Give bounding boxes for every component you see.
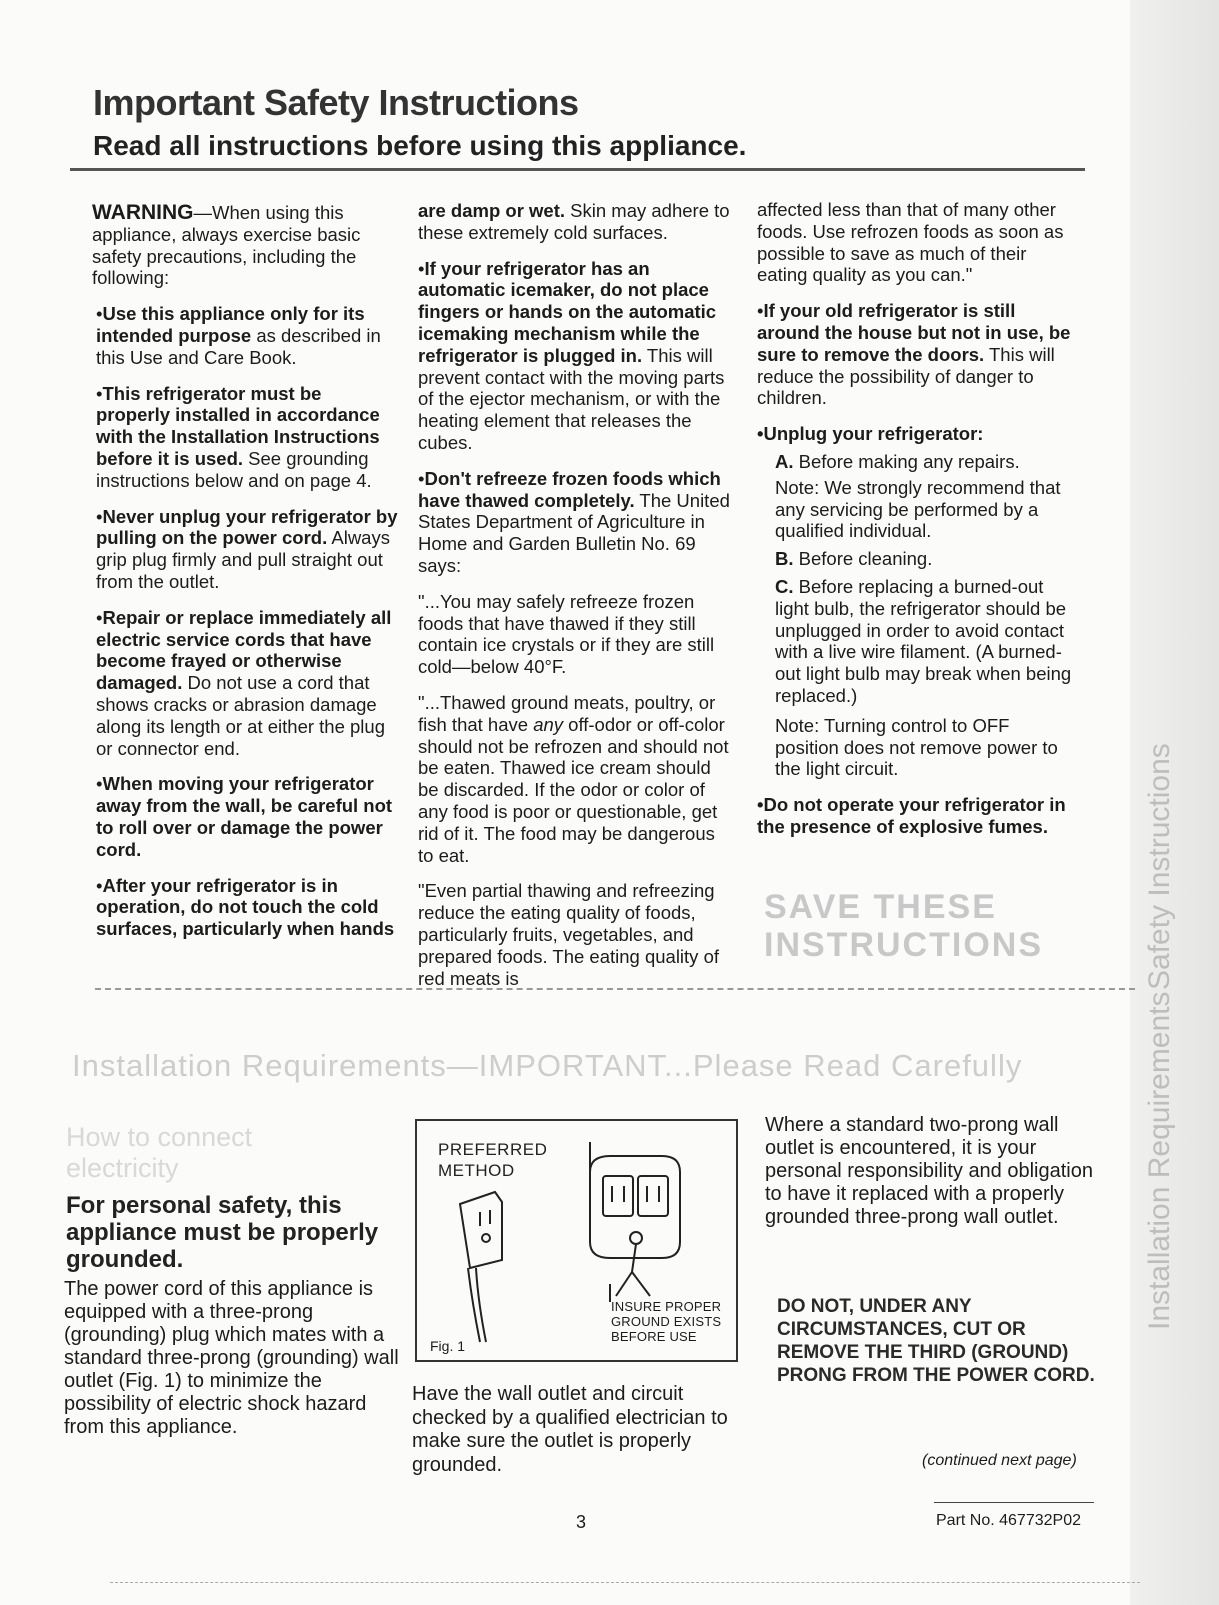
section-title: Installation Requirements—IMPORTANT...Please Read Carefully (72, 1048, 1023, 1083)
sub-item: C. Before replacing a burned-out light bulb, the refrigerator should be unplugged in order to avoid contact with a live wire filament. (A burned-out light bulb may break when being replaced.) (775, 575, 1072, 706)
continued-item: affected less than that of many other foods. Use refrozen foods as soon as possible to save as much of their eating quality as you can." (757, 199, 1064, 286)
continued-note: (continued next page) (922, 1452, 1077, 1469)
sub-item: A. Before making any repairs. (775, 450, 1020, 472)
footer-rule (934, 1502, 1094, 1503)
figure-note: INSURE PROPER GROUND EXISTS BEFORE USE (611, 1299, 722, 1344)
grounding-body: The power cord of this appliance is equipped with a three-prong (grounding) plug which mates with a standard three-prong (grounding) wall outlet (Fig. 1) to minimize the possibility of electric shock hazard from this appliance. (64, 1278, 399, 1438)
list-item: • Unplug your refrigerator: (757, 423, 1077, 445)
side-tab-safety-label: Safety Instructions (1143, 743, 1176, 990)
list-item: • Never unplug your refrigerator by pulling on the power cord. Always grip plug firmly and pull straight out from the outlet. (76, 506, 398, 593)
list-item: • Don't refreeze frozen foods which have thawed completely. The United States Department of Agriculture in Home and Garden Bulletin No. 69 says: (418, 468, 733, 577)
list-item: • When moving your refrigerator away from the wall, be careful not to roll over or damage the power cord. (76, 773, 398, 860)
ground-prong-warning: DO NOT, UNDER ANY CIRCUMSTANCES, CUT OR REMOVE THE THIRD (GROUND) PRONG FROM THE POWER CORD. (777, 1296, 1095, 1386)
quote-paragraph: "...You may safely refreeze frozen foods that have thawed if they still contain ice crystals or if they are still cold—below 40°F. (418, 590, 715, 678)
list-item: • If your old refrigerator is still around the house but not in use, be sure to remove the doors. This will reduce the possibility of danger to children. (757, 300, 1077, 409)
page-title: Important Safety Instructions (93, 82, 579, 123)
warning-text: —When using this appliance, always exercise basic safety precautions, including the following: (92, 202, 361, 289)
quote-paragraph: "...Thawed ground meats, poultry, or fish that have any off-odor or off-color should not be refrozen and should not be eaten. Thawed ice cream should be discarded. If the odor or color of any food is poor or questionable, get rid of it. The food may be dangerous to eat. (418, 691, 729, 866)
list-item: • If your refrigerator has an automatic icemaker, do not place fingers or hands on the automatic icemaking mechanism while the refrigerator is plugged in. This will prevent contact with the moving parts of the ejector mechanism, or with the heating element that releases the cubes. (418, 258, 733, 454)
sub-note: Note: We strongly recommend that any servicing be performed by a qualified individual. (775, 476, 1061, 542)
page-number: 3 (576, 1512, 587, 1532)
two-prong-text: Where a standard two-prong wall outlet is encountered, it is your personal responsibility and obligation to have it replaced with a properly grounded three-prong wall outlet. (765, 1114, 1093, 1228)
electrician-check-text: Have the wall outlet and circuit checked by a qualified electrician to make sure the outlet is properly grounded. (412, 1383, 728, 1476)
bottom-divider (110, 1582, 1140, 1583)
figure-caption: PREFERRED METHOD (438, 1140, 548, 1180)
page-subtitle: Read all instructions before using this appliance. (93, 130, 747, 161)
quote-paragraph: "Even partial thawing and refreezing reduce the eating quality of foods, particularly fruits, vegetables, and prepared foods. The eating quality of red meats is (418, 880, 720, 989)
part-number: Part No. 467732P02 (936, 1512, 1081, 1529)
safety-column-3 (757, 199, 1077, 852)
list-item: • Use this appliance only for its intended purpose as described in this Use and Care Book. (76, 303, 398, 368)
list-item: • Do not operate your refrigerator in the presence of explosive fumes. (757, 794, 1077, 838)
safety-column-1 (76, 202, 398, 954)
section-divider (95, 988, 1135, 990)
side-tab-install-label: Installation Requirements (1143, 991, 1176, 1330)
sub-note: Note: Turning control to OFF position does not remove power to the light circuit. (775, 714, 1058, 780)
title-rule (70, 168, 1085, 171)
list-item: • This refrigerator must be properly installed in accordance with the Installation Instructions before it is used. See grounding instructions below and on page 4. (76, 383, 398, 492)
subsection-heading: How to connect electricity (66, 1122, 253, 1183)
list-item: • After your refrigerator is in operation, do not touch the cold surfaces, particularly when hands (76, 875, 398, 940)
continued-item: are damp or wet. Skin may adhere to these extremely cold surfaces. (418, 200, 730, 243)
grounding-lead: For personal safety, this appliance must be properly grounded. (66, 1192, 379, 1273)
save-instructions-banner: SAVE THESE INSTRUCTIONS (764, 888, 1043, 964)
sub-item: B. Before cleaning. (775, 548, 933, 570)
list-item: • Repair or replace immediately all electric service cords that have become frayed or otherwise damaged. Do not use a cord that shows cracks or abrasion damage along its length or at either the plug or connector end. (76, 607, 398, 760)
warning-heading: WARNING (92, 201, 194, 224)
safety-column-2 (418, 200, 733, 1003)
figure-label: Fig. 1 (430, 1338, 466, 1354)
